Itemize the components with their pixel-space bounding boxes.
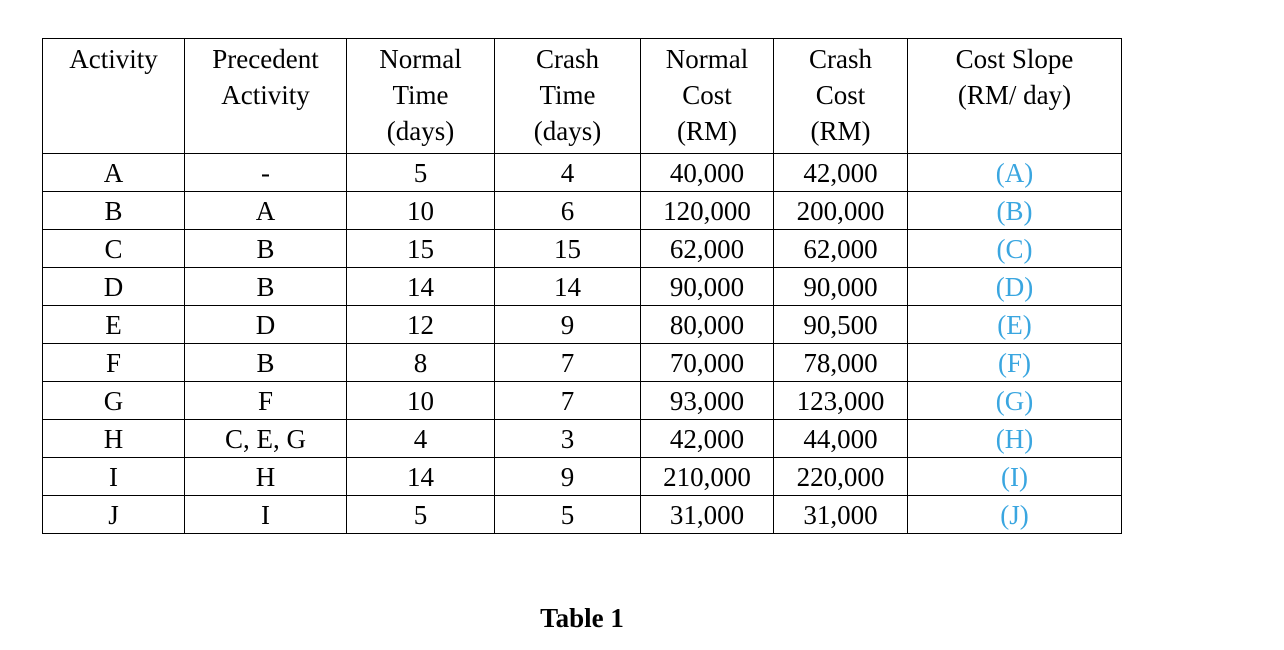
table-row <box>43 344 1122 382</box>
cell-normal-cost: 80,000 <box>641 306 774 344</box>
header-line: (RM) <box>810 116 871 146</box>
cell-crash-time: 7 <box>495 344 641 382</box>
cell-precedent: C, E, G <box>185 420 347 458</box>
header-line: Crash <box>536 44 599 74</box>
cell-normal-cost: 93,000 <box>641 382 774 420</box>
cell-crash-cost: 42,000 <box>774 154 908 192</box>
cell-normal-cost: 42,000 <box>641 420 774 458</box>
cell-normal-time: 5 <box>347 496 495 534</box>
cell-normal-time: 14 <box>347 458 495 496</box>
cell-crash-time: 5 <box>495 496 641 534</box>
cell-normal-time: 15 <box>347 230 495 268</box>
cell-crash-cost: 200,000 <box>774 192 908 230</box>
cell-crash-cost: 62,000 <box>774 230 908 268</box>
header-line: (days) <box>386 116 455 146</box>
table-caption: Table 1 <box>540 603 624 633</box>
cell-precedent: - <box>185 154 347 192</box>
cell-normal-cost: 120,000 <box>641 192 774 230</box>
cell-precedent: B <box>185 230 347 268</box>
activity-table-container <box>42 38 1121 534</box>
cell-cost-slope: (C) <box>908 230 1122 268</box>
cell-normal-time: 4 <box>347 420 495 458</box>
table-row <box>43 420 1122 458</box>
cell-cost-slope: (A) <box>908 154 1122 192</box>
cell-crash-cost: 44,000 <box>774 420 908 458</box>
cell-normal-time: 8 <box>347 344 495 382</box>
cell-normal-cost: 40,000 <box>641 154 774 192</box>
table-row <box>43 306 1122 344</box>
cell-activity: E <box>43 306 185 344</box>
header-cost-slope <box>908 39 1122 154</box>
cell-cost-slope: (G) <box>908 382 1122 420</box>
cell-cost-slope: (J) <box>908 496 1122 534</box>
cell-normal-time: 5 <box>347 154 495 192</box>
header-normal-cost <box>641 39 774 154</box>
cell-cost-slope: (F) <box>908 344 1122 382</box>
cell-precedent: H <box>185 458 347 496</box>
header-line: Activity <box>69 44 158 74</box>
header-crash-cost <box>774 39 908 154</box>
cell-normal-cost: 90,000 <box>641 268 774 306</box>
header-line: Cost <box>815 80 866 110</box>
table-row <box>43 230 1122 268</box>
header-row <box>43 39 1122 154</box>
table-row <box>43 382 1122 420</box>
cell-normal-cost: 210,000 <box>641 458 774 496</box>
cell-crash-cost: 78,000 <box>774 344 908 382</box>
cell-precedent: B <box>185 344 347 382</box>
table-row <box>43 496 1122 534</box>
cell-activity: A <box>43 154 185 192</box>
cell-activity: B <box>43 192 185 230</box>
header-line: Crash <box>809 44 872 74</box>
cell-activity: F <box>43 344 185 382</box>
table-row <box>43 268 1122 306</box>
header-line: Normal <box>665 44 749 74</box>
cell-activity: G <box>43 382 185 420</box>
cell-crash-time: 9 <box>495 306 641 344</box>
cell-crash-time: 9 <box>495 458 641 496</box>
header-line: Activity <box>221 80 310 110</box>
cell-crash-cost: 90,000 <box>774 268 908 306</box>
header-line: (RM/ day) <box>957 80 1072 110</box>
cell-precedent: F <box>185 382 347 420</box>
header-line: Precedent <box>212 44 319 74</box>
header-line: (RM) <box>677 116 737 146</box>
cell-crash-time: 4 <box>495 154 641 192</box>
cell-crash-time: 7 <box>495 382 641 420</box>
cell-crash-time: 15 <box>495 230 641 268</box>
cell-precedent: A <box>185 192 347 230</box>
header-line: Normal <box>379 44 462 74</box>
cell-crash-time: 6 <box>495 192 641 230</box>
cell-normal-cost: 70,000 <box>641 344 774 382</box>
cell-precedent: I <box>185 496 347 534</box>
header-line: Cost Slope <box>955 44 1074 74</box>
header-activity <box>43 39 185 154</box>
cell-crash-cost: 220,000 <box>774 458 908 496</box>
cell-normal-time: 12 <box>347 306 495 344</box>
cell-normal-time: 10 <box>347 382 495 420</box>
cell-crash-time: 3 <box>495 420 641 458</box>
cell-cost-slope: (B) <box>908 192 1122 230</box>
table-row <box>43 154 1122 192</box>
cell-normal-cost: 62,000 <box>641 230 774 268</box>
table-header <box>43 39 1122 154</box>
header-normal-time <box>347 39 495 154</box>
table-row <box>43 458 1122 496</box>
cell-activity: D <box>43 268 185 306</box>
header-crash-time <box>495 39 641 154</box>
header-line: Time <box>392 80 449 110</box>
table-body <box>43 154 1122 534</box>
cell-cost-slope: (I) <box>908 458 1122 496</box>
cell-cost-slope: (H) <box>908 420 1122 458</box>
activity-table <box>42 38 1122 534</box>
cell-cost-slope: (D) <box>908 268 1122 306</box>
cell-precedent: D <box>185 306 347 344</box>
table-row <box>43 192 1122 230</box>
cell-activity: C <box>43 230 185 268</box>
cell-normal-time: 14 <box>347 268 495 306</box>
cell-precedent: B <box>185 268 347 306</box>
header-line: Time <box>539 80 596 110</box>
header-line: Cost <box>682 80 732 110</box>
cell-activity: I <box>43 458 185 496</box>
cell-normal-cost: 31,000 <box>641 496 774 534</box>
cell-crash-cost: 31,000 <box>774 496 908 534</box>
cell-cost-slope: (E) <box>908 306 1122 344</box>
cell-activity: H <box>43 420 185 458</box>
header-precedent-activity <box>185 39 347 154</box>
header-line: (days) <box>533 116 602 146</box>
cell-activity: J <box>43 496 185 534</box>
cell-crash-cost: 90,500 <box>774 306 908 344</box>
cell-normal-time: 10 <box>347 192 495 230</box>
cell-crash-cost: 123,000 <box>774 382 908 420</box>
cell-crash-time: 14 <box>495 268 641 306</box>
